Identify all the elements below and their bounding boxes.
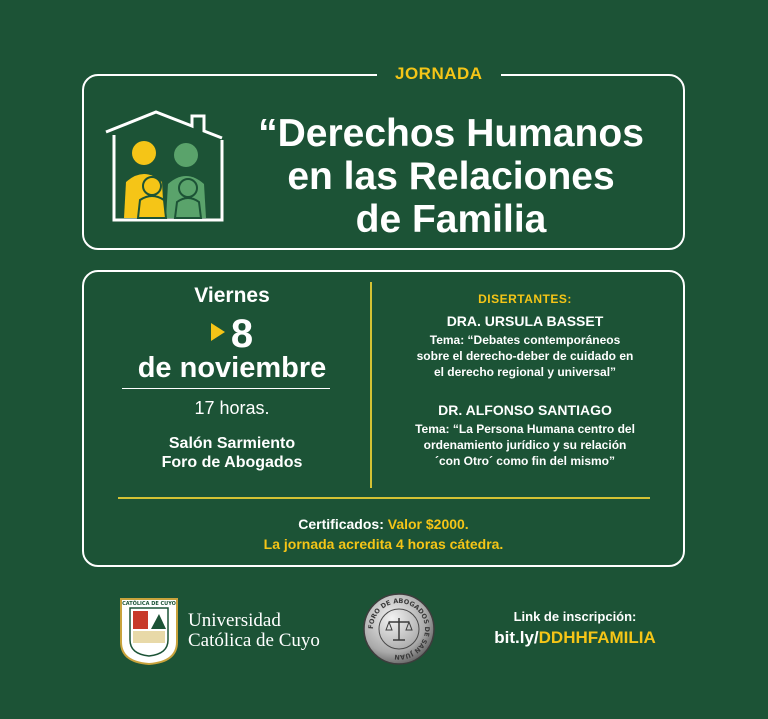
speaker-topic bbox=[384, 332, 666, 380]
play-arrow-icon bbox=[211, 323, 225, 341]
date-divider bbox=[122, 388, 330, 389]
speaker-topic bbox=[384, 421, 666, 469]
certificates-divider bbox=[118, 497, 650, 499]
event-day bbox=[112, 312, 352, 356]
title-line: “Derechos Humanos bbox=[258, 112, 644, 155]
speakers-heading: DISERTANTES: bbox=[478, 292, 572, 306]
event-tag: JORNADA bbox=[377, 62, 501, 86]
title-line: de Familia bbox=[355, 198, 547, 241]
seal-text: FORO DE ABOGADOS DE SAN JUAN bbox=[366, 596, 432, 662]
topic-line: Tema: “La Persona Humana centro del bbox=[415, 422, 635, 436]
event-time: 17 horas. bbox=[194, 398, 270, 418]
certificates-note: La jornada acredita 4 horas cátedra. bbox=[263, 536, 504, 552]
column-divider bbox=[370, 282, 372, 488]
certificates-price bbox=[82, 514, 685, 534]
registration-label: Link de inscripción: bbox=[513, 609, 637, 624]
topic-line: ordenamiento jurídico y su relación bbox=[423, 438, 627, 452]
venue-line: Foro de Abogados bbox=[161, 454, 303, 471]
topic-line: sobre el derecho-deber de cuidado en bbox=[416, 349, 634, 363]
title-line: en las Relaciones bbox=[287, 155, 615, 198]
topic-line: ´con Otro´ como fin del mismo” bbox=[434, 454, 615, 468]
certificates-info bbox=[82, 514, 685, 554]
venue-line: Salón Sarmiento bbox=[168, 435, 296, 452]
university-name-line: Universidad bbox=[188, 610, 281, 631]
certificates-value: Valor $2000. bbox=[387, 516, 469, 532]
university-name bbox=[188, 611, 320, 651]
university-crest-icon bbox=[118, 596, 180, 666]
event-venue bbox=[112, 434, 352, 472]
university-name-line: Católica de Cuyo bbox=[188, 630, 320, 651]
event-title bbox=[236, 112, 666, 241]
family-house-icon bbox=[100, 110, 228, 222]
registration-link[interactable] bbox=[480, 628, 670, 648]
crest-text: CATÓLICA DE CUYO bbox=[122, 601, 176, 607]
speaker-name: DR. ALFONSO SANTIAGO bbox=[438, 402, 612, 418]
day-number: 8 bbox=[230, 312, 254, 356]
event-month: de noviembre bbox=[137, 352, 327, 384]
link-prefix: bit.ly/ bbox=[494, 628, 539, 647]
certificates-label: Certificados: bbox=[298, 516, 384, 532]
topic-line: el derecho regional y universal” bbox=[433, 365, 617, 379]
topic-line: Tema: “Debates contemporáneos bbox=[429, 333, 621, 347]
link-path: DDHHFAMILIA bbox=[538, 628, 656, 647]
bar-association-seal-icon bbox=[362, 592, 436, 666]
event-weekday: Viernes bbox=[194, 284, 270, 307]
speaker-name: DRA. URSULA BASSET bbox=[446, 313, 604, 329]
